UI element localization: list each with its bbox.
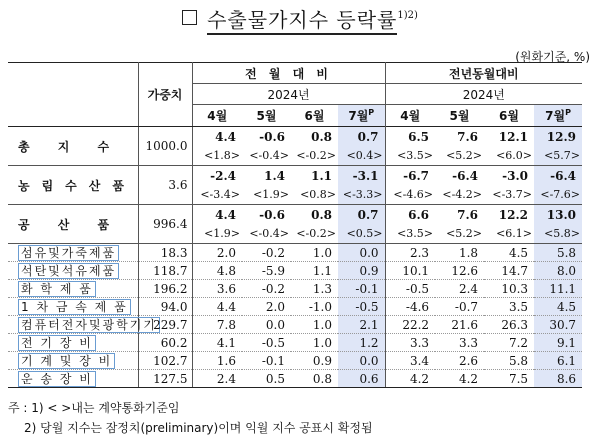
yoy-value: 12.2: [498, 207, 529, 222]
mom-value: -0.5: [242, 334, 291, 352]
yoy-value: 9.1: [534, 334, 582, 352]
category-name: 공 산 품: [8, 205, 138, 244]
yoy-contract-value: <-4.6>: [385, 185, 435, 205]
mom-value: 1.1: [291, 262, 338, 280]
table-row: [8, 352, 582, 370]
subcategory-name: [8, 316, 157, 334]
month-header: 5월: [435, 105, 484, 127]
mom-value: 1.2: [338, 334, 385, 352]
mom-value: 0.7: [338, 205, 385, 225]
month-header: 6월: [291, 105, 338, 127]
yoy-value: -6.4: [452, 168, 479, 183]
mom-value: 0.8: [311, 207, 332, 222]
yoy-value: 2.4: [435, 280, 484, 298]
table-row: [8, 262, 582, 280]
weight-cell: 118.7: [138, 262, 192, 280]
subcategory-name: [8, 370, 138, 388]
mom-contract-value: <0.4>: [338, 146, 385, 166]
mom-contract-value: <0.5>: [338, 224, 385, 244]
yoy-contract-value: <5.7>: [534, 146, 582, 166]
mom-contract-value: <1.9>: [192, 224, 242, 244]
mom-contract-value: <1.8>: [192, 146, 242, 166]
yoy-value: 3.4: [385, 352, 435, 370]
yoy-value: 6.6: [408, 207, 430, 222]
weight-cell: 229.7: [138, 316, 192, 334]
mom-contract-value: <-0.2>: [291, 224, 338, 244]
yoy-value: 6.5: [408, 129, 430, 144]
footnote-1: 주 : 1) < >내는 계약통화기준임: [8, 401, 180, 415]
yoy-contract-value: <6.0>: [484, 146, 534, 166]
yoy-value: 4.2: [435, 370, 484, 388]
subcategory-label: 섬유및가죽제품: [18, 245, 119, 261]
yoy-value: -0.5: [385, 280, 435, 298]
weight-cell: 18.3: [138, 244, 192, 262]
table-row: [8, 370, 582, 388]
mom-contract-value: <-0.4>: [242, 146, 291, 166]
mom-value: 0.0: [242, 316, 291, 334]
mom-contract-value: <1.9>: [242, 185, 291, 205]
subcategory-name: [8, 262, 138, 280]
yoy-value: -0.7: [435, 298, 484, 316]
table-row: [8, 205, 582, 225]
mom-value: -3.1: [338, 166, 385, 186]
yoy-value: 12.1: [498, 129, 529, 144]
month-header: 5월: [242, 105, 291, 127]
yoy-value: 4.2: [385, 370, 435, 388]
yoy-value: 21.6: [435, 316, 484, 334]
mom-value: 3.6: [192, 280, 242, 298]
mom-value: 0.5: [242, 370, 291, 388]
yoy-contract-value: <5.2>: [435, 224, 484, 244]
yoy-value: 10.1: [385, 262, 435, 280]
yoy-value: 22.2: [385, 316, 435, 334]
yoy-value: 2.6: [435, 352, 484, 370]
yoy-value: -3.0: [502, 168, 529, 183]
yoy-value: 3.3: [435, 334, 484, 352]
table-row: [8, 334, 582, 352]
footnotes: [8, 398, 373, 438]
subcategory-label: 석탄및석유제품: [18, 263, 119, 279]
subcategory-label: 기 계 및 장 비: [18, 353, 115, 369]
weight-cell: 996.4: [138, 205, 192, 244]
weight-header: 가중치: [138, 63, 192, 127]
subcategory-name: [8, 298, 138, 316]
yoy-contract-value: <3.5>: [385, 224, 435, 244]
weight-cell: 127.5: [138, 370, 192, 388]
export-price-table: [8, 62, 582, 388]
subcategory-label: 화 학 제 품: [18, 281, 96, 297]
weight-cell: 1000.0: [138, 127, 192, 166]
mom-value: 0.7: [338, 127, 385, 147]
yoy-header: 전년동월대비: [385, 63, 582, 84]
table-row: [8, 127, 582, 147]
yoy-value: 30.7: [534, 316, 582, 334]
weight-cell: 196.2: [138, 280, 192, 298]
subcategory-label: 1 차 금 속 제 품: [18, 299, 131, 315]
yoy-contract-value: <-7.6>: [534, 185, 582, 205]
mom-value: 1.4: [264, 168, 285, 183]
yoy-value: 8.6: [534, 370, 582, 388]
subcategory-label: 운 송 장 비: [18, 371, 96, 387]
subcategory-name: [8, 334, 138, 352]
mom-contract-value: <-3.4>: [192, 185, 242, 205]
mom-value: 4.4: [192, 298, 242, 316]
yoy-value: 12.6: [435, 262, 484, 280]
mom-value: -0.1: [242, 352, 291, 370]
mom-header: 전 월 대 비: [192, 63, 385, 84]
yoy-value: 12.9: [534, 127, 582, 147]
yoy-value: 2.3: [385, 244, 435, 262]
yoy-value: 3.3: [385, 334, 435, 352]
mom-value: 4.1: [192, 334, 242, 352]
mom-value: -1.0: [291, 298, 338, 316]
yoy-value: 11.1: [534, 280, 582, 298]
mom-value: -5.9: [242, 262, 291, 280]
mom-value: 0.8: [311, 129, 332, 144]
weight-cell: 102.7: [138, 352, 192, 370]
mom-value: 2.0: [242, 298, 291, 316]
mom-value: 0.6: [338, 370, 385, 388]
yoy-value: 7.6: [457, 207, 479, 222]
mom-value: 0.9: [291, 352, 338, 370]
unit-label: (원화기준, %): [515, 50, 590, 64]
table-row: [8, 280, 582, 298]
mom-value: 0.9: [338, 262, 385, 280]
mom-value: -0.2: [242, 244, 291, 262]
mom-value: 1.3: [291, 280, 338, 298]
table-row: [8, 298, 582, 316]
weight-cell: 3.6: [138, 166, 192, 205]
yoy-value: -6.4: [534, 166, 582, 186]
mom-contract-value: <-0.2>: [291, 146, 338, 166]
subcategory-label: 컴퓨터전자및광학기기: [18, 317, 160, 333]
mom-value: 1.6: [192, 352, 242, 370]
yoy-value: 4.5: [534, 298, 582, 316]
mom-value: -0.5: [338, 298, 385, 316]
mom-value: 4.4: [215, 129, 236, 144]
table-row: [8, 316, 582, 334]
yoy-value: 26.3: [484, 316, 534, 334]
mom-value: 2.4: [192, 370, 242, 388]
yoy-value: 4.5: [484, 244, 534, 262]
subcategory-label: 전 기 장 비: [18, 335, 96, 351]
mom-year: 2024년: [192, 84, 385, 105]
mom-value: -0.1: [338, 280, 385, 298]
yoy-year: 2024년: [462, 87, 505, 102]
mom-value: 2.0: [192, 244, 242, 262]
category-name: 총 지 수: [8, 127, 138, 166]
mom-value: -0.2: [242, 280, 291, 298]
yoy-value: 13.0: [534, 205, 582, 225]
mom-contract-value: <-3.3>: [338, 185, 385, 205]
yoy-value: 5.8: [484, 352, 534, 370]
mom-value: -0.6: [259, 129, 285, 144]
yoy-value: 8.0: [534, 262, 582, 280]
page-title: [0, 4, 600, 33]
yoy-value: 5.8: [534, 244, 582, 262]
subcategory-name: [8, 352, 138, 370]
weight-cell: 60.2: [138, 334, 192, 352]
mom-value: 0.8: [291, 370, 338, 388]
mom-value: 1.0: [291, 334, 338, 352]
mom-value: 4.8: [192, 262, 242, 280]
yoy-value: -4.6: [385, 298, 435, 316]
yoy-value: 10.3: [484, 280, 534, 298]
yoy-value: 6.1: [534, 352, 582, 370]
mom-value: 1.0: [291, 316, 338, 334]
yoy-contract-value: <-3.7>: [484, 185, 534, 205]
yoy-value: 7.2: [484, 334, 534, 352]
mom-contract-value: <0.8>: [291, 185, 338, 205]
subcategory-name: [8, 244, 138, 262]
yoy-value: 3.5: [484, 298, 534, 316]
mom-value: 7.8: [192, 316, 242, 334]
mom-contract-value: <-0.4>: [242, 224, 291, 244]
mom-value: 1.1: [311, 168, 332, 183]
subcategory-name: [8, 280, 138, 298]
mom-value: 0.0: [338, 352, 385, 370]
weight-cell: 94.0: [138, 298, 192, 316]
yoy-value: 1.8: [435, 244, 484, 262]
yoy-contract-value: <-4.2>: [435, 185, 484, 205]
month-header-prelim: 7월$^P$: [338, 105, 385, 127]
title-footnote: 1)2): [397, 10, 418, 21]
table-row: [8, 166, 582, 186]
checkbox-square-icon: [182, 10, 197, 25]
mom-value: 4.4: [215, 207, 236, 222]
mom-value: 2.1: [338, 316, 385, 334]
mom-value: 1.0: [291, 244, 338, 262]
yoy-value: 7.6: [457, 129, 479, 144]
yoy-contract-value: <5.2>: [435, 146, 484, 166]
mom-value: 0.0: [338, 244, 385, 262]
table-row: [8, 244, 582, 262]
month-header-prelim: 7월$^P$: [534, 105, 582, 127]
yoy-value: -6.7: [403, 168, 430, 183]
yoy-contract-value: <6.1>: [484, 224, 534, 244]
title-text: 수출물가지수 등락률: [207, 8, 397, 35]
mom-value: -0.6: [259, 207, 285, 222]
month-header: 4월: [192, 105, 242, 127]
yoy-contract-value: <5.8>: [534, 224, 582, 244]
footnote-2: 2) 당월 지수는 잠정치(preliminary)이며 익월 지수 공표시 확정됨: [24, 421, 373, 435]
category-name: 농림수산품: [8, 166, 138, 205]
month-header: 4월: [385, 105, 435, 127]
yoy-value: 7.5: [484, 370, 534, 388]
month-header: 6월: [484, 105, 534, 127]
yoy-contract-value: <3.5>: [385, 146, 435, 166]
yoy-value: 14.7: [484, 262, 534, 280]
mom-value: -2.4: [210, 168, 236, 183]
